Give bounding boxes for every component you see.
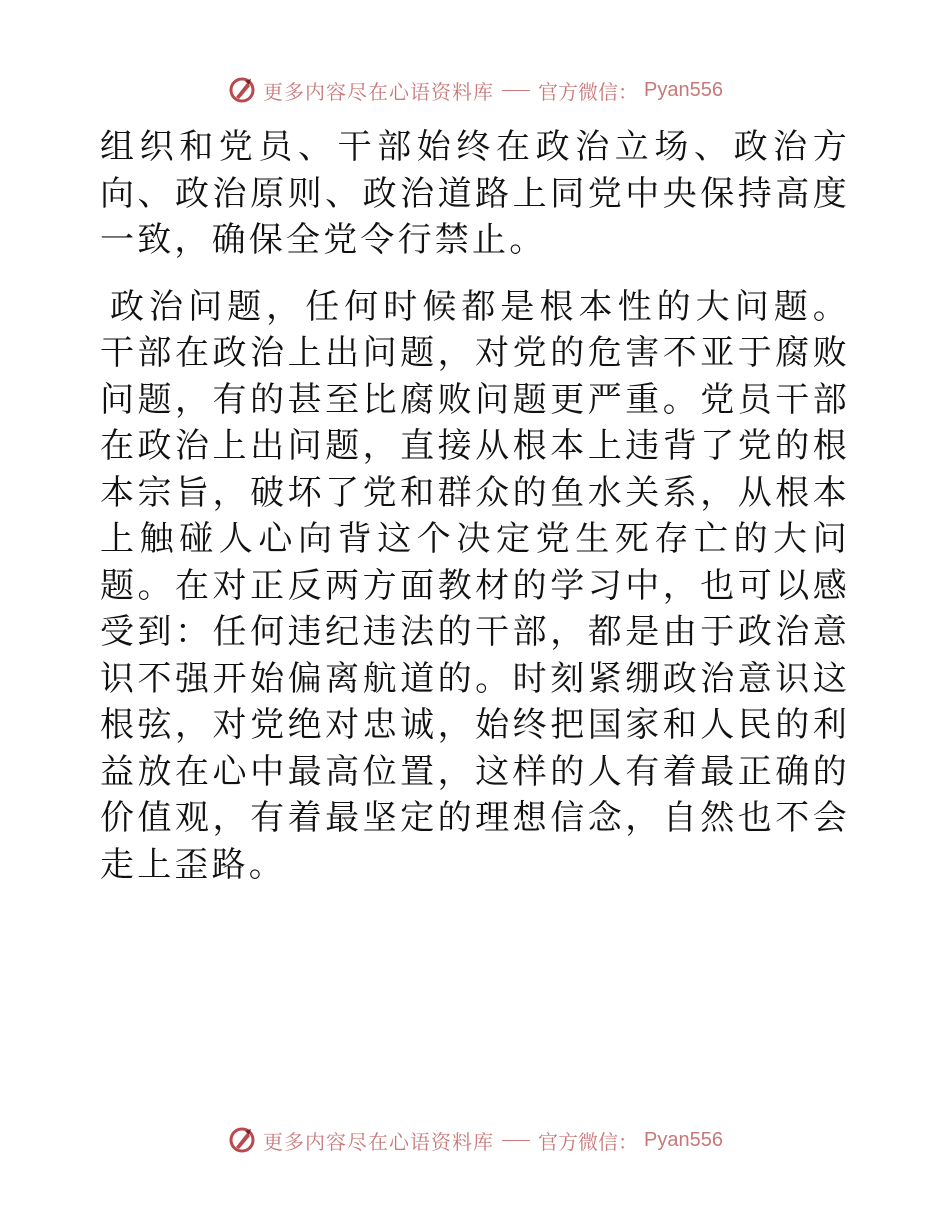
pen-nib-logo-icon — [227, 1125, 257, 1155]
document-body — [100, 124, 850, 888]
footer-banner-dash — [502, 1140, 530, 1141]
footer-wechat-id: Pyan556 — [644, 1128, 723, 1151]
header-banner-content — [227, 75, 723, 105]
header-wechat-id: Pyan556 — [644, 78, 723, 101]
footer-banner-content — [227, 1125, 723, 1155]
footer-wechat-label: 官方微信： — [538, 1129, 639, 1154]
header-banner-text: 更多内容尽在心语资料库 — [263, 79, 495, 104]
footer-banner-text: 更多内容尽在心语资料库 — [263, 1129, 495, 1154]
header-banner-dash — [502, 90, 530, 91]
header-wechat-label: 官方微信： — [538, 79, 639, 104]
paragraph-1: 组织和党员、干部始终在政治立场、政治方向、政治原则、政治道路上同党中央保持高度一致，确保全党令行禁止。 — [100, 127, 850, 260]
footer-banner — [0, 1120, 950, 1160]
pen-nib-logo-icon — [227, 75, 257, 105]
paragraph-2: 政治问题，任何时候都是根本性的大问题。干部在政治上出问题，对党的危害不亚于腐败问题，有的甚至比腐败问题更严重。党员干部在政治上出问题，直接从根本上违背了党的根本宗旨，破坏了党和群众的鱼水关系，从根本上触碰人心向背这个决定党生死存亡的大问题。在对正反两方面教材的学习中，也可以感受到：任何违纪违法的干部，都是由于政治意识不强开始偏离航道的。时刻紧绷政治意识这根弦，对党绝对忠诚，始终把国家和人民的利益放在心中最高位置，这样的人有着最正确的价值观，有着最坚定的理想信念，自然也不会走上歪路。 — [100, 286, 850, 885]
header-banner — [0, 70, 950, 110]
